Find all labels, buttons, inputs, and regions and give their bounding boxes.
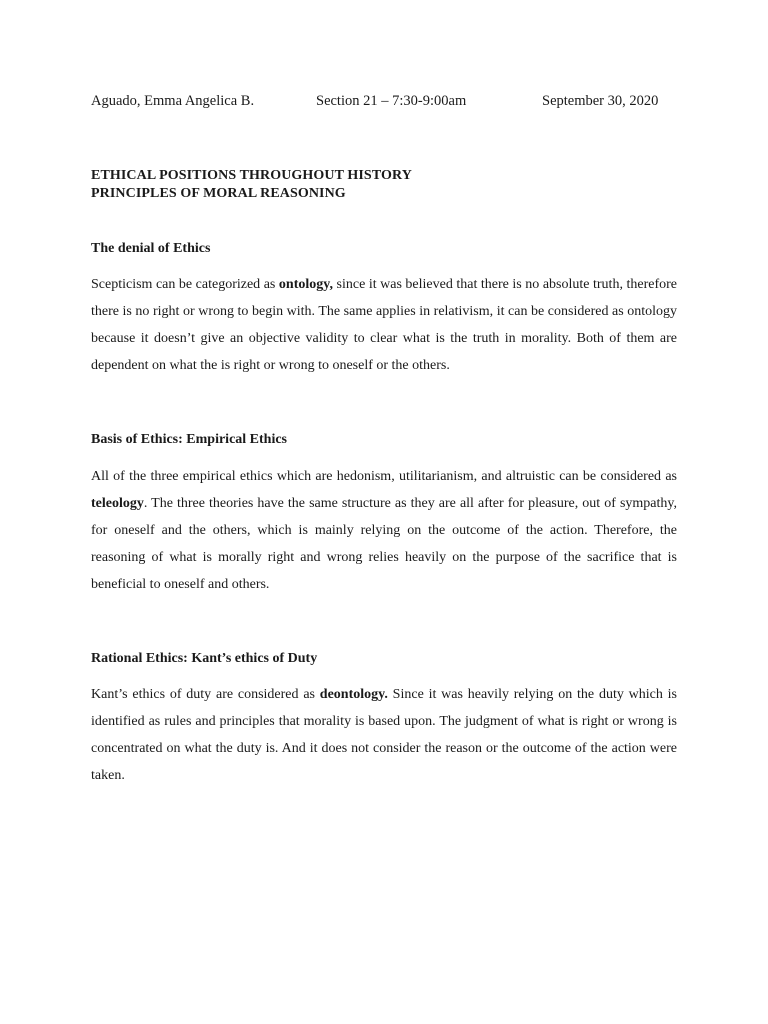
paragraph-text: Since it was heavily relying on the duty which is identified as rules and principles that morality is based upon. The judgment of what is right or wrong is concentrated on what the duty is. And it does not consider the reason or the outcome of the action were taken. <box>91 687 677 783</box>
class-section: Section 21 – 7:30-9:00am <box>316 93 467 109</box>
key-term-ontology: ontology, <box>278 277 333 292</box>
document-title: ETHICAL POSITIONS THROUGHOUT HISTORY <box>91 168 412 183</box>
paragraph-text: . The three theories have the same structure as they are all after for pleasure, out of sympathy, for oneself and the others, which is mainly relying on the outcome of the action. Therefore, the reasoning of what is morally right and wrong relies heavily on the purpose of the sacrifice that is beneficial to oneself and others. <box>91 496 677 592</box>
paragraph-text: All of the three empirical ethics which are hedonism, utilitarianism, and altruistic can be considered as <box>91 469 677 484</box>
section-heading-denial-of-ethics: The denial of Ethics <box>91 241 211 256</box>
key-term-deontology: deontology. <box>319 687 388 702</box>
paragraph-denial-of-ethics <box>91 271 677 379</box>
paragraph-text: since it was believed that there is no absolute truth, therefore there is no right or wrong to begin with. The same applies in relativism, it can be considered as ontology because it doesn’t give an objective validity to clear what is the truth in morality. Both of them are dependent on what the is right or wrong to oneself or the others. <box>91 277 677 373</box>
paragraph-text: Scepticism can be categorized as <box>91 277 279 292</box>
header-line <box>91 93 681 113</box>
section-heading-kant-ethics-of-duty: Rational Ethics: Kant’s ethics of Duty <box>91 651 318 666</box>
paragraph-text: Kant’s ethics of duty are considered as <box>91 687 320 702</box>
section-heading-empirical-ethics: Basis of Ethics: Empirical Ethics <box>91 432 288 447</box>
paragraph-kant-ethics-of-duty <box>91 681 677 789</box>
document-subtitle: PRINCIPLES OF MORAL REASONING <box>91 186 346 201</box>
student-name: Aguado, Emma Angelica B. <box>91 93 255 109</box>
paragraph-empirical-ethics <box>91 463 677 598</box>
key-term-teleology: teleology <box>91 496 144 511</box>
document-date: September 30, 2020 <box>542 93 659 109</box>
